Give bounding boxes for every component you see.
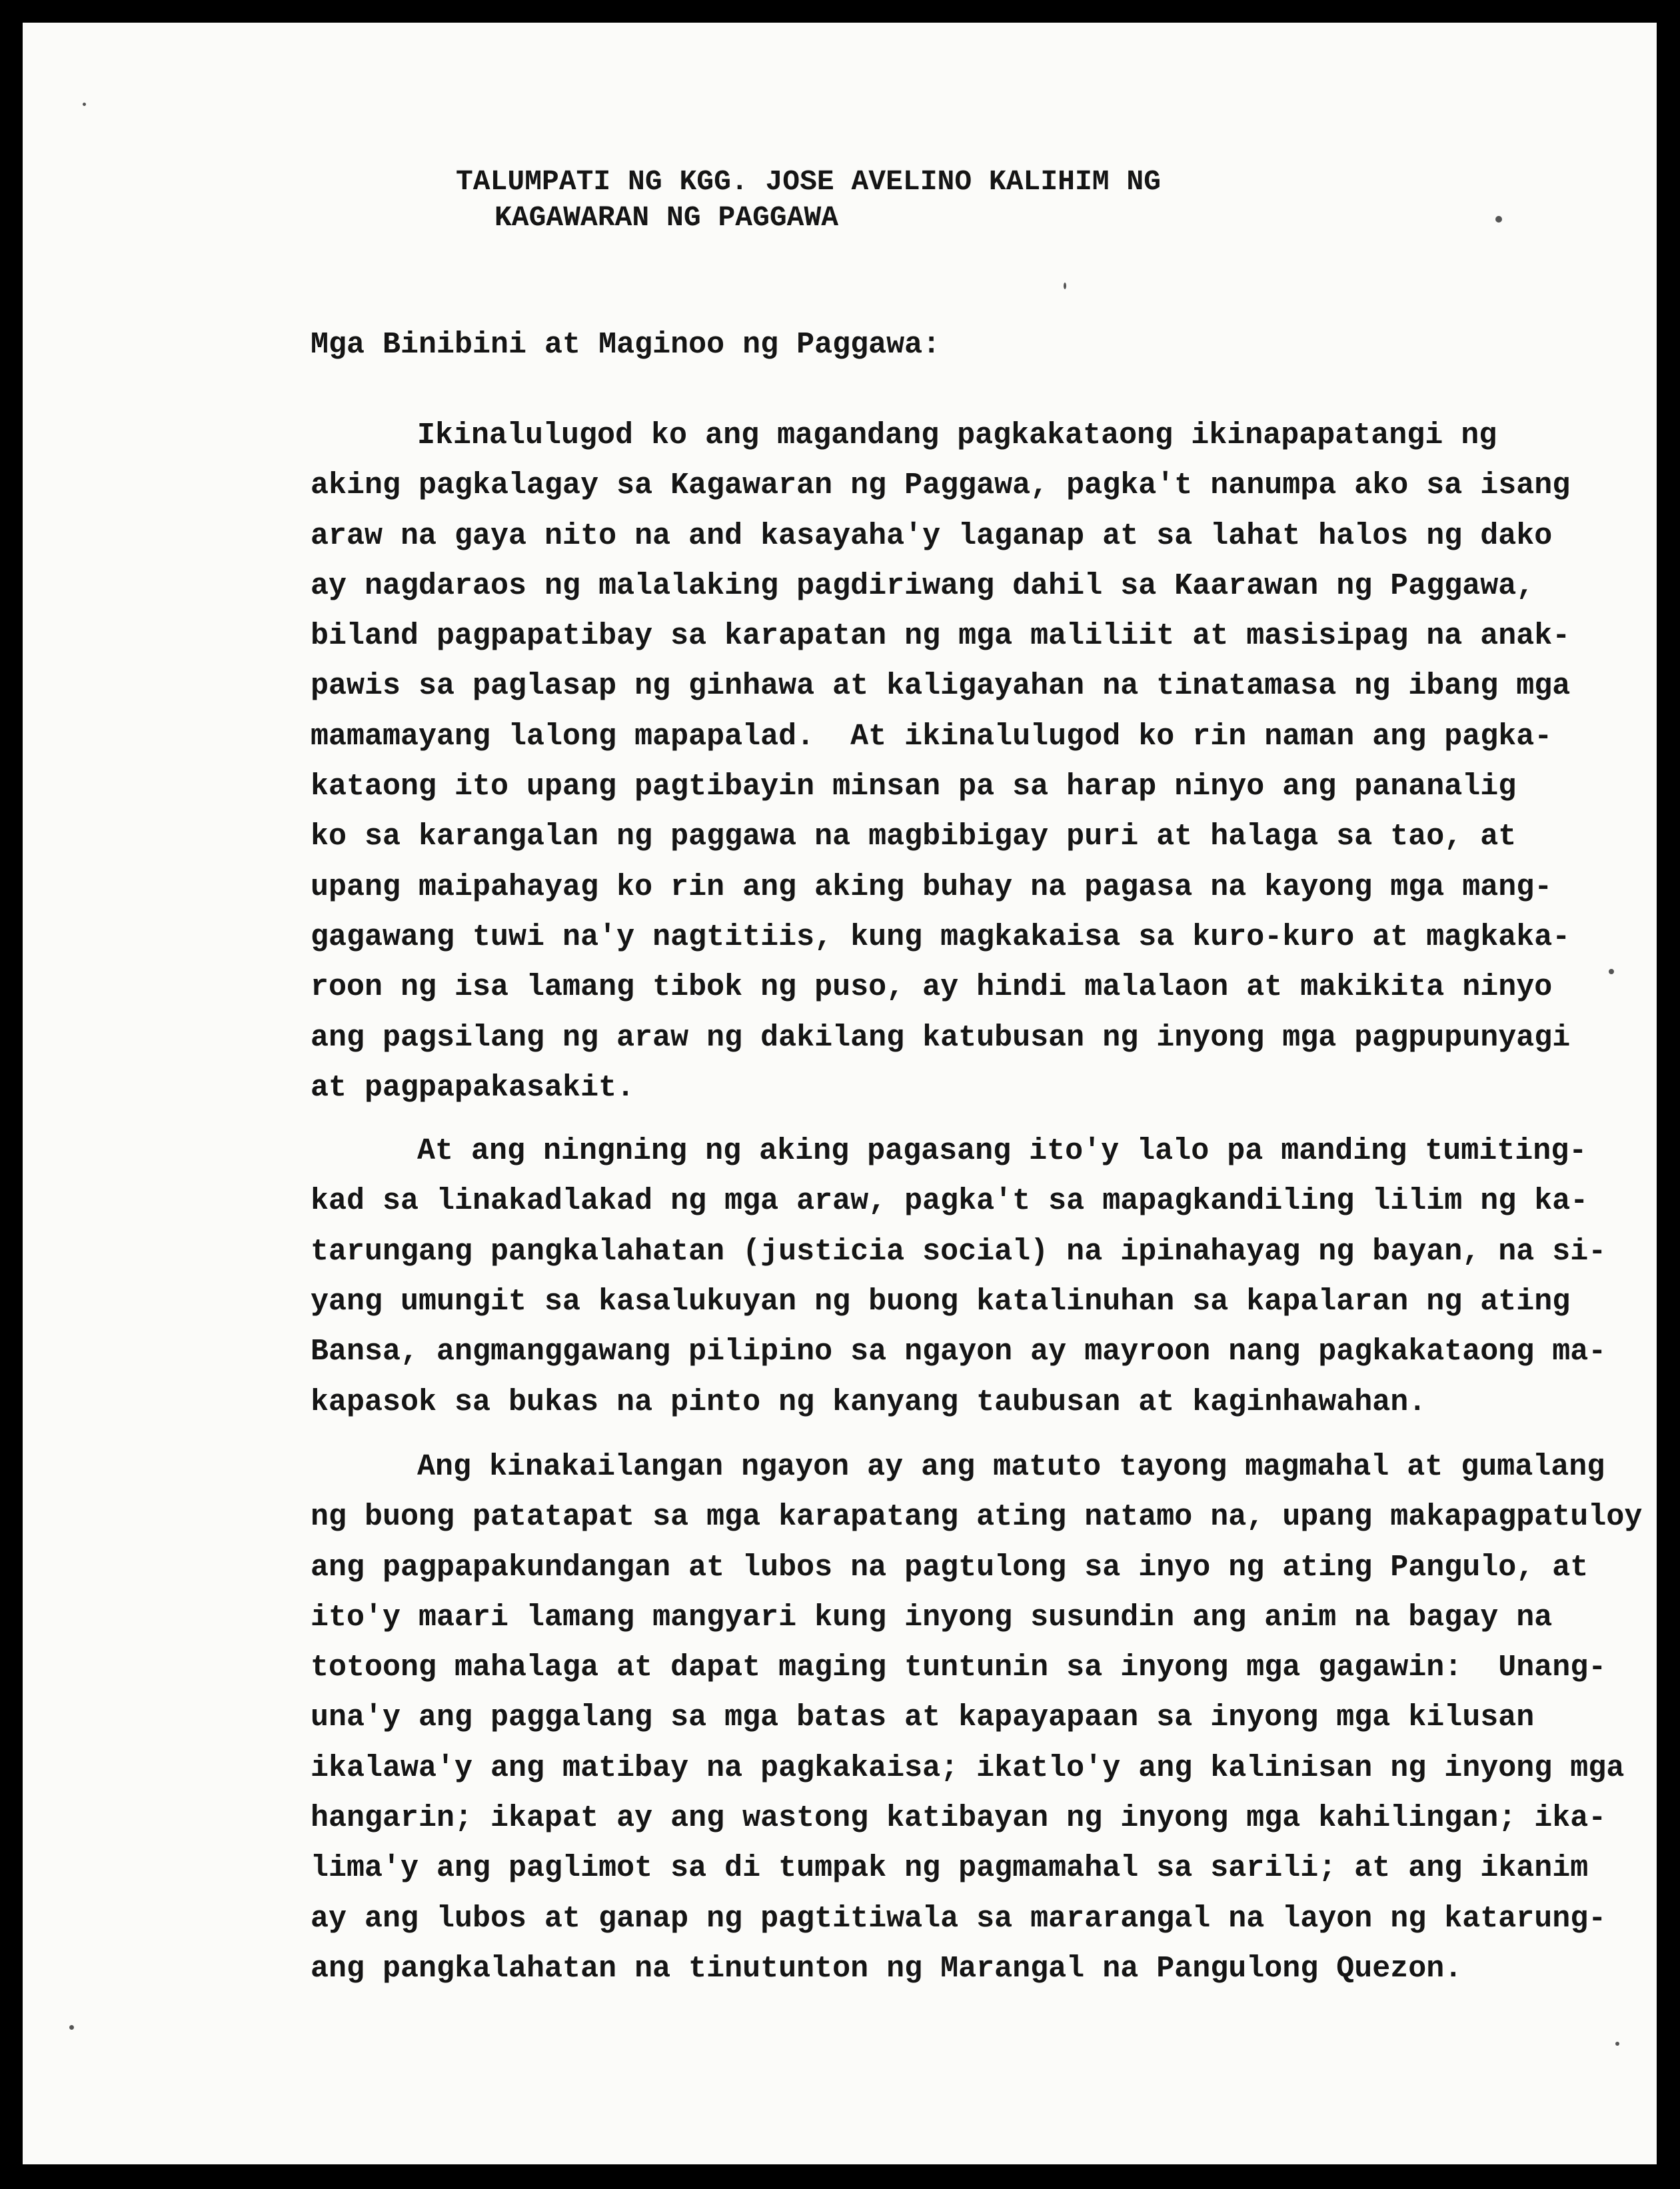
document-page [23, 23, 1657, 2164]
text-line: At ang ningning ng aking pagasang ito'y lalo pa manding tumiting- [417, 1134, 1587, 1169]
paper-speck [1615, 2042, 1619, 2046]
text-line: tarungang pangkalahatan (justicia social) na ipinahayag ng bayan, na si- [311, 1234, 1607, 1269]
text-line: ikalawa'y ang matibay na pagkakaisa; ikatlo'y ang kalinisan ng inyong mga [311, 1751, 1625, 1785]
text-line: Ang kinakailangan ngayon ay ang matuto tayong magmahal at gumalang [417, 1449, 1605, 1484]
text-line: roon ng isa lamang tibok ng puso, ay hindi malalaon at makikita ninyo [311, 970, 1553, 1005]
paper-speck [1064, 283, 1066, 289]
paper-speck [69, 2025, 74, 2030]
text-line: yang umungit sa kasalukuyan ng buong katalinuhan sa kapalaran ng ating [311, 1285, 1571, 1319]
document-title [456, 164, 1161, 236]
text-line: at pagpapakasakit. [311, 1070, 635, 1105]
text-line: gagawang tuwi na'y nagtitiis, kung magkakaisa sa kuro-kuro at magkaka- [311, 920, 1571, 954]
text-line: totoong mahalaga at dapat maging tuntunin sa inyong mga gagawin: Unang- [311, 1651, 1607, 1685]
text-line: una'y ang paggalang sa mga batas at kapayapaan sa inyong mga kilusan [311, 1701, 1535, 1735]
text-line: ay nagdaraos ng malalaking pagdiriwang dahil sa Kaarawan ng Paggawa, [311, 568, 1535, 603]
paragraph-1 [311, 410, 1571, 1113]
text-line: mamamayang lalong mapapalad. At ikinalulugod ko rin naman ang pagka- [311, 719, 1553, 754]
paper-speck [83, 103, 86, 106]
text-line: Ikinalulugod ko ang magandang pagkakataong ikinapapatangi ng [417, 418, 1497, 452]
paragraph-3 [311, 1442, 1643, 1994]
title-line-1: TALUMPATI NG KGG. JOSE AVELINO KALIHIM NG [456, 165, 1161, 198]
text-line: upang maipahayag ko rin ang aking buhay na pagasa na kayong mga mang- [311, 870, 1553, 904]
text-line: ang pagpapakundangan at lubos na pagtulong sa inyo ng ating Pangulo, at [311, 1550, 1589, 1585]
text-line: ay ang lubos at ganap ng pagtitiwala sa mararangal na layon ng katarung- [311, 1901, 1607, 1936]
text-line: hangarin; ikapat ay ang wastong katibayan ng inyong mga kahilingan; ika- [311, 1801, 1607, 1836]
salutation: Mga Binibini at Maginoo ng Paggawa: [311, 328, 941, 362]
paper-speck [1609, 969, 1614, 974]
text-line: ito'y maari lamang mangyari kung inyong susundin ang anim na bagay na [311, 1600, 1553, 1635]
paragraph-2 [311, 1126, 1607, 1427]
text-line: kad sa linakadlakad ng mga araw, pagka't sa mapagkandiling lilim ng ka- [311, 1184, 1589, 1219]
text-line: araw na gaya nito na and kasayaha'y laganap at sa lahat halos ng dako [311, 518, 1553, 553]
text-line: ko sa karangalan ng paggawa na magbibigay puri at halaga sa tao, at [311, 820, 1517, 854]
text-line: ng buong patatapat sa mga karapatang ating natamo na, upang makapagpatuloy [311, 1500, 1643, 1535]
text-line: kapasok sa bukas na pinto ng kanyang taubusan at kaginhawahan. [311, 1385, 1427, 1419]
text-line: kataong ito upang pagtibayin minsan pa sa harap ninyo ang pananalig [311, 770, 1517, 804]
text-line: ang pagsilang ng araw ng dakilang katubusan ng inyong mga pagpupunyagi [311, 1020, 1571, 1055]
title-line-2: KAGAWARAN NG PAGGAWA [494, 201, 839, 234]
text-line: pawis sa paglasap ng ginhawa at kaligayahan na tinatamasa ng ibang mga [311, 669, 1571, 704]
text-line: lima'y ang paglimot sa di tumpak ng pagmamahal sa sarili; at ang ikanim [311, 1851, 1589, 1886]
paper-speck [1495, 216, 1502, 223]
text-line: biland pagpapatibay sa karapatan ng mga maliliit at masisipag na anak- [311, 619, 1571, 654]
text-line: Bansa, angmanggawang pilipino sa ngayon ay mayroon nang pagkakataong ma- [311, 1335, 1607, 1369]
speech-body [311, 410, 1643, 1994]
text-line: aking pagkalagay sa Kagawaran ng Paggawa, pagka't nanumpa ako sa isang [311, 468, 1571, 503]
text-line: ang pangkalahatan na tinutunton ng Marangal na Pangulong Quezon. [311, 1951, 1463, 1986]
